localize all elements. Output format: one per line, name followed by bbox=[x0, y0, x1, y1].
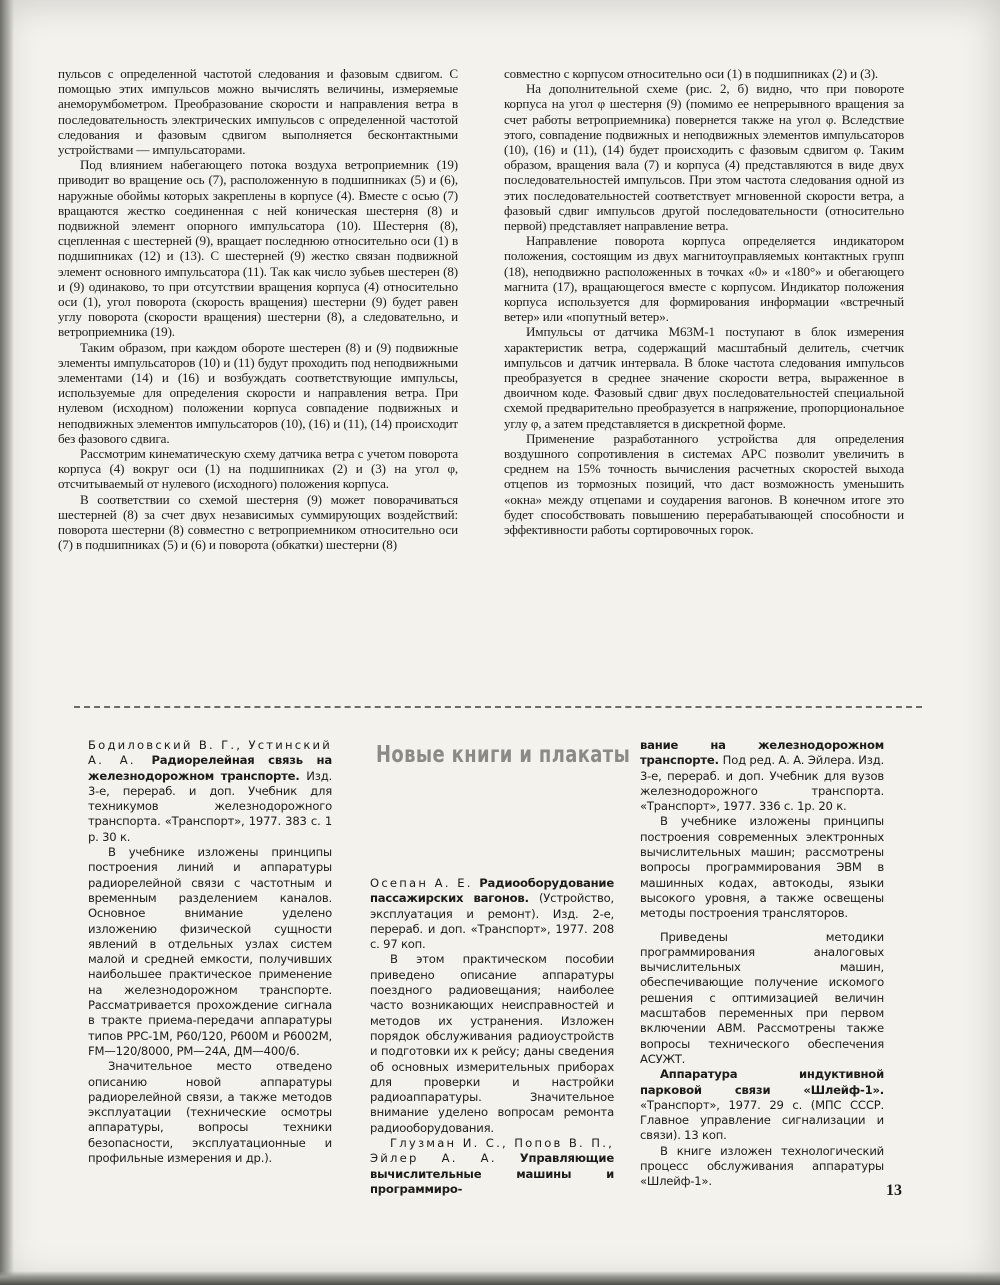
article-paragraph: Импульсы от датчика М63М-1 поступают в блок измерения характеристик ветра, содержащий масштабный делитель, счетчик импульсов и датчик интервала. В блоке частота следования импульсов преобразуется в среднее значение скорости ветра, выраженное в двоичном коде. Фазовый сдвиг двух последовательностей специальной схемой предварительно преобразуется в напряжение, пропорциональное углу φ, а затем представляется в дискретной форме. bbox=[504, 324, 904, 431]
book-entry bbox=[88, 738, 332, 845]
scan-shadow-bottom bbox=[0, 1271, 1000, 1285]
page-number: 13 bbox=[886, 1182, 902, 1199]
book-imprint: Под ред. А. А. Эйлера. Изд. 3-е, перераб. и доп. Учебник для вузов железнодорожного транспорта. «Транспорт», 1977. 336 с. 1р. 20 к. bbox=[640, 753, 884, 814]
article-paragraph: Под влиянием набегающего потока воздуха ветроприемник (19) приводит во вращение ось (7), расположенную в подшипниках (5) и (6), наружные обоймы которых закреплены в корпусе (4). Вместе с осью (7) вращаются жестко соединенная с ней коническая шестерня (8) и подвижной элемент опорного импульсатора (10). Шестерня (8), сцепленная с шестерней (9), вращает последнюю относительно оси (1) в подшипниках (12) и (13). С шестерней (9) жестко связан подвижной элемент основного импульсатора (11). Так как число зубьев шестерен (8) и (9) одинаково, то при отсутствии вращения корпуса (4) относительно оси (1), угол поворота (скорость вращения) шестерни (9) будет равен углу поворота (скорости вращения) шестерни (8), а следовательно, и ветроприемника (19). bbox=[58, 157, 458, 340]
book-imprint: Изд. 3-е, перераб. и доп. Учебник для техникумов железнодорожного транспорта. «Транспорт», 1977. 383 с. 1 р. 30 к. bbox=[88, 768, 332, 844]
section-heading: Новые книги и плакаты bbox=[376, 742, 631, 768]
book-description: Приведены методики программирования аналоговых вычислительных машин, обеспечивающие получение искомого решения с оптимизацией величин масштабов переменных при первом включении АВМ. Рассмотрены также вопросы технического обеспечения АСУЖТ. bbox=[640, 929, 884, 1066]
book-title: Радиооборудование пассажирских вагонов. bbox=[370, 876, 614, 906]
article-paragraph: Таким образом, при каждом обороте шестерен (8) и (9) подвижные элементы импульсаторов (10) и (11) будут проходить под неподвижными элементами (14) и (16) и возбуждать соответствующие импульсы, используемые для определения скорости и направления ветра. При нулевом (исходном) положении корпуса совпадение подвижных и неподвижных элементов импульсаторов (10), (16) и (11), (14) происходит без фазового сдвига. bbox=[58, 339, 458, 446]
article-paragraph: Применение разработанного устройства для определения воздушного сопротивления в системах АРС позволит увеличить в среднем на 15% точность вычисления расчетных скоростей выхода отцепов из тормозных позиций, что даст возможность уменьшить «окна» между отцепами и соударения вагонов. В конечном итоге это будет способствовать повышению перерабатывающей способности и эффективности работы сортировочных горок. bbox=[504, 430, 904, 538]
article-column-right bbox=[504, 66, 904, 537]
scan-shadow-left bbox=[0, 0, 14, 1285]
article-paragraph: Направление поворота корпуса определяется индикатором положения, состоящим из двух магнитоуправляемых контактных групп (18), неподвижно расположенных в точках «0» и «180°» и обегающего магнита (17), вращающегося вместе с корпусом. Индикатор положения корпуса используется для формирования информации «встречный ветер» или «попутный ветер». bbox=[504, 233, 904, 325]
article-paragraph: На дополнительной схеме (рис. 2, б) видно, что при повороте корпуса на угол φ шестерня (9) (помимо ее непрерывного вращения за счет работы ветроприемника) повернется также на угол φ. Вследствие этого, совпадение подвижных и неподвижных элементов импульсаторов (10), (16) и (11), (14) будет происходить с фазовым сдвигом φ. Таким образом, вращения вала (7) и корпуса (4) представляются в виде двух последовательностей импульсов. При этом частота следования одной из этих последовательностей соответствует мгновенной скорости ветра, а фазовый сдвиг импульсов другой последовательности (относительно первой) представляет направление ветра. bbox=[504, 81, 904, 234]
section-divider bbox=[74, 706, 922, 708]
book-authors: Бодиловский В. Г., Устинский А. А. bbox=[88, 738, 332, 768]
book-authors: Осепан А. Е. bbox=[370, 876, 480, 890]
book-authors: Глузман И. С., Попов В. П., Эйлер А. А. bbox=[370, 1136, 614, 1166]
book-title: Управляющие вычислительные машины и программиро- bbox=[370, 1151, 614, 1196]
article-paragraph: совместно с корпусом относительно оси (1) в подшипниках (2) и (3). bbox=[504, 66, 879, 81]
book-description: Значительное место отведено описанию новой аппаратуры радиорелейной связи, а также методов эксплуатации (технические осмотры аппаратуры, вопросы техники безопасности, эксплуатационные и профильные измерения и др.). bbox=[88, 1059, 332, 1166]
article-paragraph: пульсов с определенной частотой следования и фазовым сдвигом. С помощью этих импульсов можно вычислять величины, измеряемые анеморумбометром. Преобразование скорости и направления ветра в последовательность электрических импульсов с определенной частотой следования и фазовым сдвигом выполняется бесконтактными устройствами — импульсаторами. bbox=[58, 66, 458, 158]
article-paragraph: Рассмотрим кинематическую схему датчика ветра с учетом поворота корпуса (4) вокруг оси (1) на подшипниках (2) и (3) на угол φ, отсчитываемый от нулевого (исходного) положения корпуса. bbox=[58, 446, 458, 492]
book-title: Радиорелейная связь на железнодорожном транспорте. bbox=[88, 753, 332, 783]
book-review-column-3 bbox=[640, 738, 884, 1190]
article-paragraph: В соответствии со схемой шестерня (9) может поворачиваться шестерней (8) за счет двух независимых суммирующих воздействий: поворота шестерни (8) совместно с ветроприемником относительно оси (7) в подшипниках (5) и (6) и поворота (обкатки) шестерни (8) bbox=[58, 491, 458, 553]
book-imprint: (Устройство, эксплуатация и ремонт). Изд. 2-е, перераб. и доп. «Транспорт», 1977. 208 с. 97 коп. bbox=[370, 891, 614, 952]
book-description: В учебнике изложены принципы построения современных электронных вычислительных машин; рассмотрены вопросы программирования ЭВМ в машинных кодах, автокоды, языки высокого уровня, а также освещены методы построения трансляторов. bbox=[640, 814, 884, 921]
book-entry bbox=[640, 1067, 884, 1143]
article-column-left bbox=[58, 66, 458, 553]
book-review-column-1 bbox=[88, 738, 332, 1166]
book-imprint: «Транспорт», 1977. 29 с. (МПС СССР. Главное управление сигнализации и связи). 13 коп. bbox=[640, 1097, 884, 1143]
book-title: Аппаратура индуктивной парковой связи «Шлейф-1». bbox=[640, 1067, 884, 1097]
book-title: вание на железнодорожном транспорте. bbox=[640, 738, 884, 768]
book-entry bbox=[640, 738, 884, 814]
book-description: В книге изложен технологический процесс обслуживания аппаратуры «Шлейф-1». bbox=[640, 1143, 884, 1189]
book-entry bbox=[370, 1136, 614, 1197]
book-review-column-2 bbox=[370, 876, 614, 1197]
book-description: В учебнике изложены принципы построения линий и аппаратуры радиорелейной связи с частотным и временным разделением каналов. Основное внимание уделено изложению физической сущности явлений в отдельных узлах систем малой и средней емкости, получивших наибольшее практическое применение на железнодорожном транспорте. Рассматривается прохождение сигнала в тракте приема-передачи аппаратуры типов РРС-1М, Р60/120, Р600М и Р6002М, FM—120/8000, РМ—24А, ДМ—400/6. bbox=[88, 845, 332, 1058]
book-entry bbox=[370, 876, 614, 952]
book-description: В этом практическом пособии приведено описание аппаратуры поездного радиовещания; наиболее часто возникающих неисправностей и методов их устранения. Изложен порядок обслуживания радиоустройств и подготовки их к рейсу; даны сведения об основных измерительных приборах для проверки и настройки радиоаппаратуры. Значительное внимание уделено вопросам ремонта радиооборудования. bbox=[370, 952, 614, 1135]
